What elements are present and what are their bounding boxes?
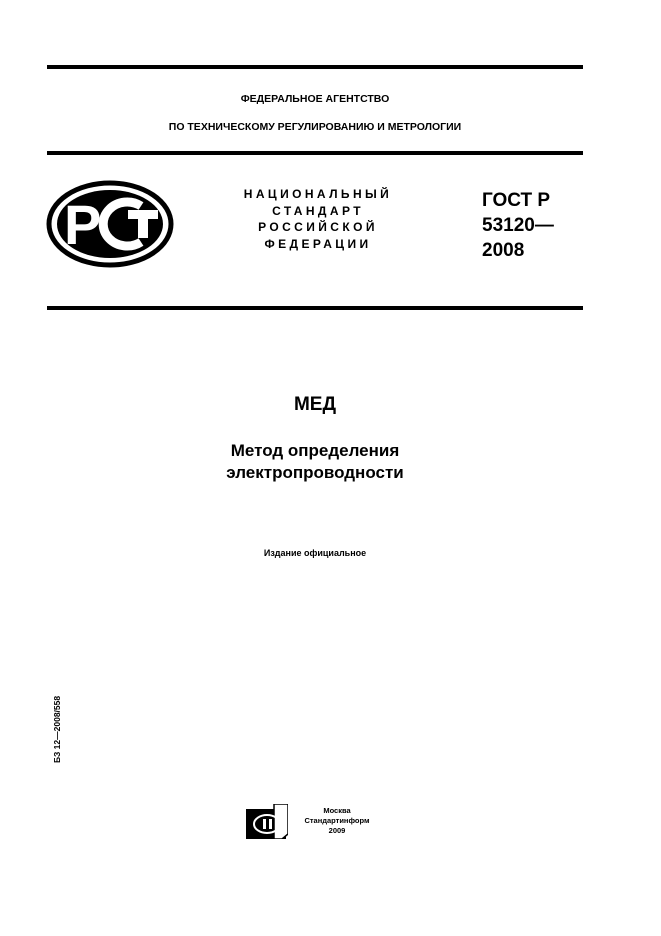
national-standard-label bbox=[218, 186, 418, 252]
header-rule bbox=[47, 151, 583, 155]
subtitle-line1: Метод определения bbox=[230, 441, 400, 460]
national-standard-line3: РОССИЙСКОЙ bbox=[258, 220, 378, 234]
side-catalog-code: БЗ 12—2008/558 bbox=[52, 695, 62, 763]
national-standard-line4: ФЕДЕРАЦИИ bbox=[264, 236, 372, 251]
designation-line1: ГОСТ Р bbox=[482, 190, 551, 211]
national-standard-line2: СТАНДАРТ bbox=[272, 203, 364, 218]
document-title: МЕД bbox=[293, 394, 337, 415]
publisher-name: Стандартинформ bbox=[304, 816, 370, 825]
agency-name-line1: ФЕДЕРАЛЬНОЕ АГЕНТСТВО bbox=[240, 93, 390, 105]
standard-designation bbox=[482, 188, 554, 263]
subtitle-line2: электропроводности bbox=[226, 463, 404, 482]
edition-label: Издание официальное bbox=[263, 548, 367, 558]
header-bottom-rule bbox=[47, 306, 583, 310]
national-standard-line1: НАЦИОНАЛЬНЫЙ bbox=[243, 187, 393, 201]
document-subtitle bbox=[0, 440, 630, 484]
publisher-city: Москва bbox=[323, 806, 351, 815]
agency-name-line2: ПО ТЕХНИЧЕСКОМУ РЕГУЛИРОВАНИЮ И МЕТРОЛОГИИ bbox=[168, 121, 462, 133]
standartinform-logo-icon bbox=[246, 804, 288, 839]
rst-logo-icon bbox=[46, 180, 174, 268]
top-rule bbox=[47, 65, 583, 69]
publisher-year: 2009 bbox=[328, 826, 346, 835]
designation-line2: 53120— bbox=[482, 215, 554, 236]
svg-text:Р: Р bbox=[64, 193, 102, 256]
designation-line3: 2008 bbox=[482, 240, 525, 261]
publisher-info bbox=[293, 806, 381, 836]
